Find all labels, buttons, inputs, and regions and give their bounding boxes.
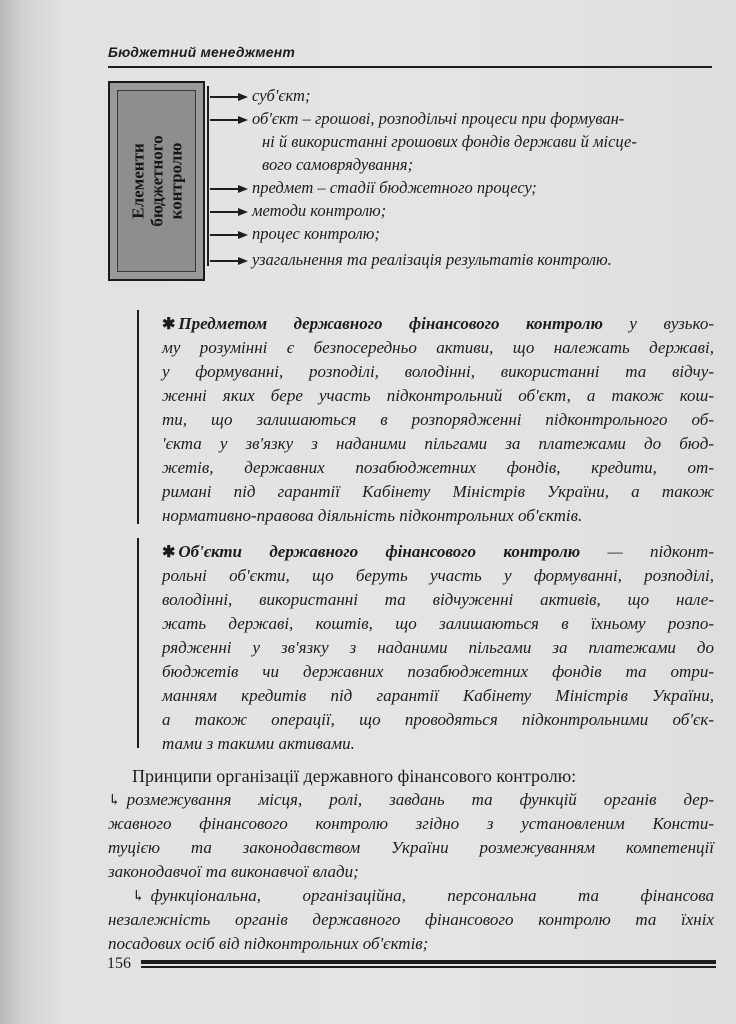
arrow-icon [210,207,250,217]
definition-1-bar [137,310,139,524]
definition-1-line: 'єкта у зв'язку з наданими пільгами за платежами до бюд- [162,434,714,453]
running-header: Бюджетний менеджмент [108,44,296,60]
definition-1-line: у формуванні, розподілі, володінні, використанні та відчу- [162,362,714,381]
arrow-icon [210,115,250,125]
bullet-arrow-icon: ↳ [108,793,121,809]
elements-box-inner [117,90,196,272]
definition-1-line: женні яких бере участь підконтрольний об'єкт, а також кош- [162,386,714,405]
principle-2-line: посадових осіб від підконтрольних об'єктів; [108,934,429,953]
principle-1-text: розмежування місця, ролі, завдань та функцій органів дер- [126,790,714,809]
definition-2-term: Об'єкти державного фінансового контролю [178,542,581,561]
box-label-line-1: Елементи [128,143,147,219]
principle-2-line: незалежність органів державного фінансового контролю та їхніх [108,910,714,929]
principle-1-line: законодавчої та виконавчої влади; [108,862,359,881]
definition-1-line [162,312,714,337]
definition-1-line: ти, що залишаються в розпорядженні підконтрольного об- [162,410,714,429]
principle-1-line: туцією та законодавством України розмежуванням компетенції [108,838,714,857]
diagram-item-generalization [210,248,612,271]
principle-2-text: функціональна, організаційна, персональна та фінансова [150,886,714,905]
elements-box-label [128,135,185,226]
definition-2-line: а також операції, що проводяться підконтрольними об'єк- [162,710,714,729]
diagram-item-text: процес контролю; [252,224,380,243]
arrow-icon [210,92,250,102]
definition-2-line: володінні, використанні та відчуженні активів, що нале- [162,590,714,609]
definition-2-line: жать державі, коштів, що залишаються в їхньому розпо- [162,614,714,633]
definition-2-line: манням кредитів під гарантії Кабінету Міністрів України, [162,686,714,705]
definition-2-bar [137,538,139,748]
box-label-line-3: контролю [166,142,185,220]
arrow-icon [210,256,250,266]
diagram-item-object-cont-1: ні й використанні грошових фондів держави й місце- [262,132,637,151]
arrow-icon [210,184,250,194]
elements-box [108,81,205,281]
definition-2-line: рольні об'єкти, що беруть участь у формуванні, розподілі, [162,566,714,585]
diagram-item-text: предмет – стадії бюджетного процесу; [252,178,537,197]
diagram-item-matter [210,176,537,199]
principle-1-line [108,788,714,813]
diagram-item-text: суб'єкт; [252,86,311,105]
definition-1-line: жетів, державних позабюджетних фондів, кредити, от- [162,458,714,477]
definition-1-first-rest: у вузько- [602,314,714,333]
page-number: 156 [107,955,131,972]
definition-1-line: римані під гарантії Кабінету Міністрів України, а також [162,482,714,501]
definition-1-line: му розумінні є безпосередньо активи, що належать державі, [162,338,714,357]
definition-2-line: бюджетів чи державних позабюджетних фондів та отри- [162,662,714,681]
asterisk-icon: ✱ [162,316,176,333]
diagram-item-object-cont-2: вого самоврядування; [262,155,414,174]
diagram-item-object [210,107,624,130]
principle-1-line: жавного фінансового контролю згідно з установленим Консти- [108,814,714,833]
definition-2-line: тами з такими активами. [162,734,355,753]
book-binding-shadow [0,0,22,1024]
connector-line [207,86,209,266]
definition-1-term: Предметом державного фінансового контролю [178,314,603,333]
box-label-line-2: бюджетного [147,135,166,227]
footer-rule [141,960,716,964]
footer-rule-thin [141,966,716,968]
principles-heading: Принципи організації державного фінансового контролю: [132,766,577,786]
diagram-item-text: методи контролю; [252,201,387,220]
definition-2-first-rest: — підконт- [580,542,714,561]
diagram-item-methods [210,199,386,222]
principle-2-line [132,884,714,909]
definition-1-line: нормативно-правова діяльність підконтрольних об'єктів. [162,506,583,525]
diagram-item-text: узагальнення та реалізація результатів контролю. [252,250,612,269]
asterisk-icon: ✱ [162,544,176,561]
diagram-item-text: об'єкт – грошові, розподільчі процеси при формуван- [252,109,625,128]
header-rule [108,66,712,68]
arrow-icon [210,230,250,240]
definition-2-line: рядженні у зв'язку з наданими пільгами за платежами до [162,638,714,657]
diagram-item-process [210,222,380,245]
bullet-arrow-icon: ↳ [132,889,145,905]
diagram-item-subject [210,84,310,107]
definition-2-line [162,540,714,565]
